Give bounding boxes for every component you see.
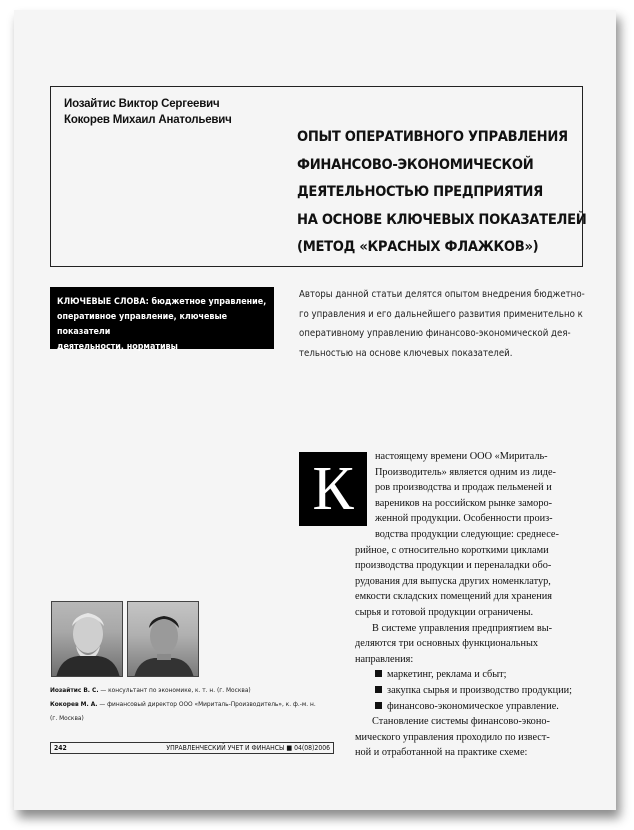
body-line: Производитель» является одним из лиде- xyxy=(375,466,556,478)
body-line: мического управления проходило по извест- xyxy=(355,731,550,743)
bullet-square-icon xyxy=(375,702,382,709)
journal-name: УПРАВЛЕНЧЕСКИЙ УЧЕТ И ФИНАНСЫ ■ 04(08)2006 xyxy=(166,744,330,752)
keywords-line: деятельности, нормативы xyxy=(57,342,178,352)
keywords-box xyxy=(50,287,274,352)
body-line: Становление системы финансово-эконо- xyxy=(372,716,550,728)
bio-text: — финансовый директор ООО «Мириталь-Производитель», к. ф.-м. н. xyxy=(97,700,316,708)
body-line: В системе управления предприятием вы- xyxy=(372,622,553,634)
bio-line xyxy=(50,711,340,725)
keywords-line: КЛЮЧЕВЫЕ СЛОВА: бюджетное управление, xyxy=(57,297,267,307)
body-line: ной и отработанной на практике схеме: xyxy=(355,747,528,759)
author-photo-1 xyxy=(51,601,123,677)
body-line: производства продукции и переналадки обо- xyxy=(355,560,552,572)
body-line: рудования для выпуска других номенклатур, xyxy=(355,575,551,587)
bio-name: Иозайтис В. С. xyxy=(50,686,99,694)
article-title xyxy=(297,123,587,261)
bullet-square-icon xyxy=(375,686,382,693)
author-name-2: Кокорев Михаил Анатольевич xyxy=(64,114,232,126)
abstract-line: го управления и его дальнейшего развития применительно к xyxy=(299,308,583,320)
body-line: женной продукции. Особенности произ- xyxy=(375,513,553,525)
bullet-item xyxy=(355,667,572,683)
body-line: сырья и готовой продукции ограничены. xyxy=(355,606,534,618)
title-line: (МЕТОД «КРАСНЫХ ФЛАЖКОВ») xyxy=(297,238,539,255)
author-portrait-2-icon xyxy=(128,602,199,677)
abstract-line: Авторы данной статьи делятся опытом внедрения бюджетно- xyxy=(299,289,585,300)
title-line: ФИНАНСОВО-ЭКОНОМИЧЕСКОЙ xyxy=(297,155,534,173)
author-photo-2 xyxy=(127,601,199,677)
body-line: ров производства и продаж пельменей и xyxy=(375,482,552,494)
page-number: 242 xyxy=(54,744,67,752)
title-line: НА ОСНОВЕ КЛЮЧЕВЫХ ПОКАЗАТЕЛЕЙ xyxy=(297,210,587,228)
page-footer xyxy=(50,742,334,754)
body-line: вареников на российском рынке заморо- xyxy=(375,497,553,509)
body-text-narrow xyxy=(375,449,556,527)
bullet-item xyxy=(355,699,572,715)
abstract-line: оперативному управлению финансово-экономической дея- xyxy=(299,328,571,340)
body-line: водства продукции следующие: среднесе- xyxy=(375,529,559,540)
bio-line xyxy=(50,697,340,711)
bio-line xyxy=(50,683,340,697)
keywords-line: оперативное управление, ключевые показатели xyxy=(57,312,228,337)
drop-cap: К xyxy=(299,452,367,526)
bio-name: Кокорев М. А. xyxy=(50,700,98,708)
author-names xyxy=(64,96,232,128)
abstract-line: тельностью на основе ключевых показателей. xyxy=(299,347,513,359)
bullet-text: маркетинг, реклама и сбыт; xyxy=(387,669,507,681)
author-name-1: Иозайтис Виктор Сергеевич xyxy=(64,98,220,110)
author-bios xyxy=(50,683,340,725)
title-line: ОПЫТ ОПЕРАТИВНОГО УПРАВЛЕНИЯ xyxy=(297,128,568,145)
abstract xyxy=(299,285,585,363)
body-line: настоящему времени ООО «Мириталь- xyxy=(375,451,548,462)
body-line: направления: xyxy=(355,653,414,665)
body-line: емкости складских помещений для хранения xyxy=(355,591,552,603)
bullet-text: финансово-экономическое управление. xyxy=(387,700,559,712)
author-portrait-1-icon xyxy=(52,602,123,677)
bio-text: (г. Москва) xyxy=(50,714,84,722)
bio-text: — консультант по экономике, к. т. н. (г. Москва) xyxy=(98,686,251,694)
bullet-text: закупка сырья и производство продукции; xyxy=(387,684,573,696)
bullet-item xyxy=(355,683,572,699)
bullet-square-icon xyxy=(375,670,382,677)
body-line: деляются три основных функциональных xyxy=(355,638,539,650)
body-line: рийное, с относительно короткими циклами xyxy=(355,544,549,556)
body-text-wide xyxy=(355,527,572,761)
title-line: ДЕЯТЕЛЬНОСТЬЮ ПРЕДПРИЯТИЯ xyxy=(297,183,543,200)
